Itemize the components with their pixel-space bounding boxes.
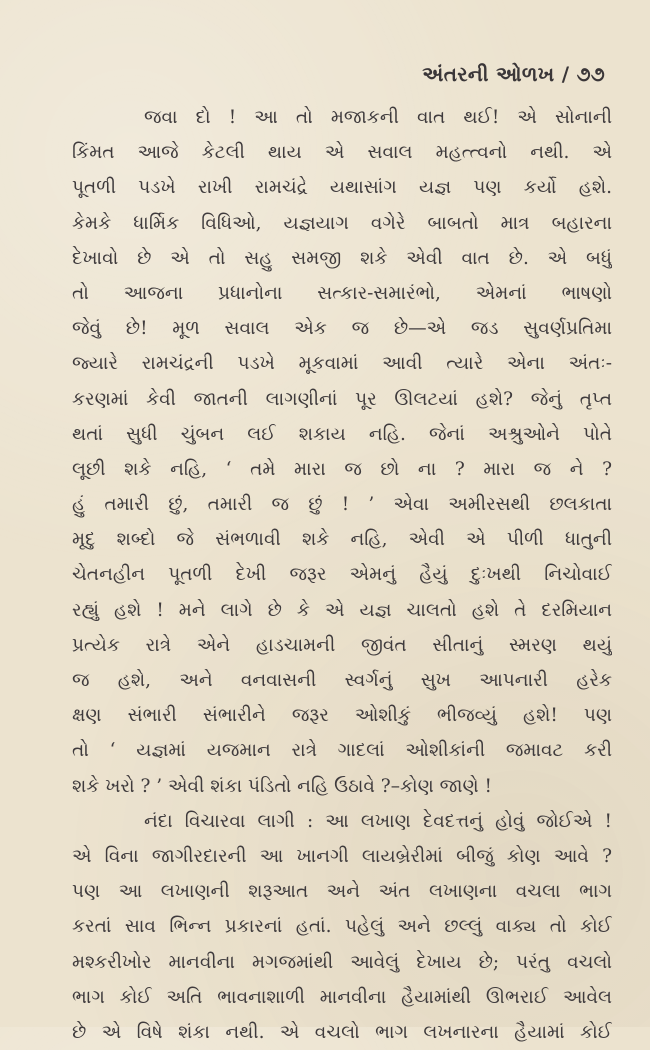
text-line: છે એ વિષે શંકા નથી. એ વચલો ભાગ લખનારના હૈયામાં કોઈ bbox=[72, 1021, 612, 1043]
text-line: મશ્કરીખોર માનવીના મગજમાંથી આવેલું દેખાય છે; પરંતુ વચલો bbox=[72, 951, 612, 973]
text-line: પૂતળી પડખે રાખી રામચંદ્રે યથાસાંગ યજ્ઞ પણ કર્યો હશે. bbox=[72, 177, 612, 199]
text-line: મૃદુ શબ્દો જે સંભળાવી શકે નહિ, એવી એ પીળી ધાતુની bbox=[72, 529, 612, 551]
text-line: જ્યારે રામચંદ્રની પડખે મૂકવામાં આવી ત્યારે એના અંતઃ- bbox=[72, 353, 612, 375]
running-header: અંતરની ઓળખ / ૭૭ bbox=[422, 62, 605, 86]
text-line: ક્ષણ સંભારી સંભારીને જરૂર ઓશીકું ભીજવ્યું હશે! પણ bbox=[72, 705, 612, 727]
text-line: જ હશે, અને વનવાસની સ્વર્ગનું સુખ આપનારી હરેક bbox=[72, 670, 612, 691]
text-line: તો ‘ યજ્ઞમાં યજમાન રાત્રે ગાદલાં ઓશીકાંની જમાવટ કરી bbox=[72, 740, 612, 762]
text-line: કરતાં સાવ ભિન્ન પ્રકારનાં હતાં. પહેલું અને છલ્લું વાક્ય તો કોઈ bbox=[72, 916, 612, 938]
text-line: તો આજના પ્રધાનોના સત્કાર-સમારંભો, એમનાં ભાષણો bbox=[72, 282, 612, 304]
text-line: જેવું છે! મૂળ સવાલ એક જ છે—એ જડ સુવર્ણપ્રતિમા bbox=[72, 318, 612, 340]
text-line: એ વિના જાગીરદારની આ ખાનગી લાયબ્રેરીમાં બીજું કોણ આવે ? bbox=[72, 845, 612, 867]
text-line: કેમકે ધાર્મિક વિધિઓ, યજ્ઞયાગ વગેરે બાબતો માત્ર બહારના bbox=[72, 212, 612, 234]
text-line: ભાગ કોઈ અતિ ભાવનાશાળી માનવીના હૈયામાંથી ઊભરાઈ આવેલ bbox=[72, 986, 612, 1008]
text-line: થતાં સુધી ચુંબન લઈ શકાય નહિ. જેનાં અશ્રુઓને પોતે bbox=[72, 423, 612, 445]
text-line: પણ આ લખાણની શરૂઆત અને અંત લખાણના વચલા ભાગ bbox=[72, 881, 612, 903]
text-line: રહ્યું હશે ! મને લાગે છે કે એ યજ્ઞ ચાલતો હશે તે દરમિયાન bbox=[72, 599, 612, 621]
text-line: દેખાવો છે એ તો સહુ સમજી શકે એવી વાત છે. એ બધું bbox=[72, 247, 612, 269]
text-line: જવા દો ! આ તો મજાકની વાત થઈ! એ સોનાની bbox=[144, 107, 612, 128]
paragraph-1 bbox=[72, 100, 612, 804]
text-line: પ્રત્યેક રાત્રે એને હાડચામની જીવંત સીતાનું સ્મરણ થયું bbox=[72, 634, 612, 656]
text-line: શકે ખરો ? ’ એવી શંકા પંડિતો નહિ ઉઠાવે ?–કોણ જાણે ! bbox=[72, 775, 492, 797]
text-line: લૂછી શકે નહિ, ‘ તમે મારા જ છો ના ? મારા જ ને ? bbox=[72, 458, 612, 480]
text-line: નંદા વિચારવા લાગી : આ લખાણ દેવદત્તનું હોવું જોઈએ ! bbox=[144, 810, 612, 832]
text-line: કરણમાં કેવી જાતની લાગણીનાં પૂર ઊલટયાં હશે? જેનું તૃપ્ત bbox=[72, 388, 612, 410]
text-line: હું તમારી છું, તમારી જ છું ! ’ એવા અમીરસથી છલકાતા bbox=[72, 494, 612, 516]
paragraph-2 bbox=[72, 804, 612, 1050]
text-line: કિંમત આજે કેટલી થાય એ સવાલ મહત્ત્વનો નથી. એ bbox=[72, 142, 612, 164]
body-text bbox=[72, 100, 612, 1050]
text-line: ચેતનહીન પૂતળી દેખી જરૂર એમનું હૈયું દુઃખથી નિચોવાઈ bbox=[72, 564, 612, 586]
